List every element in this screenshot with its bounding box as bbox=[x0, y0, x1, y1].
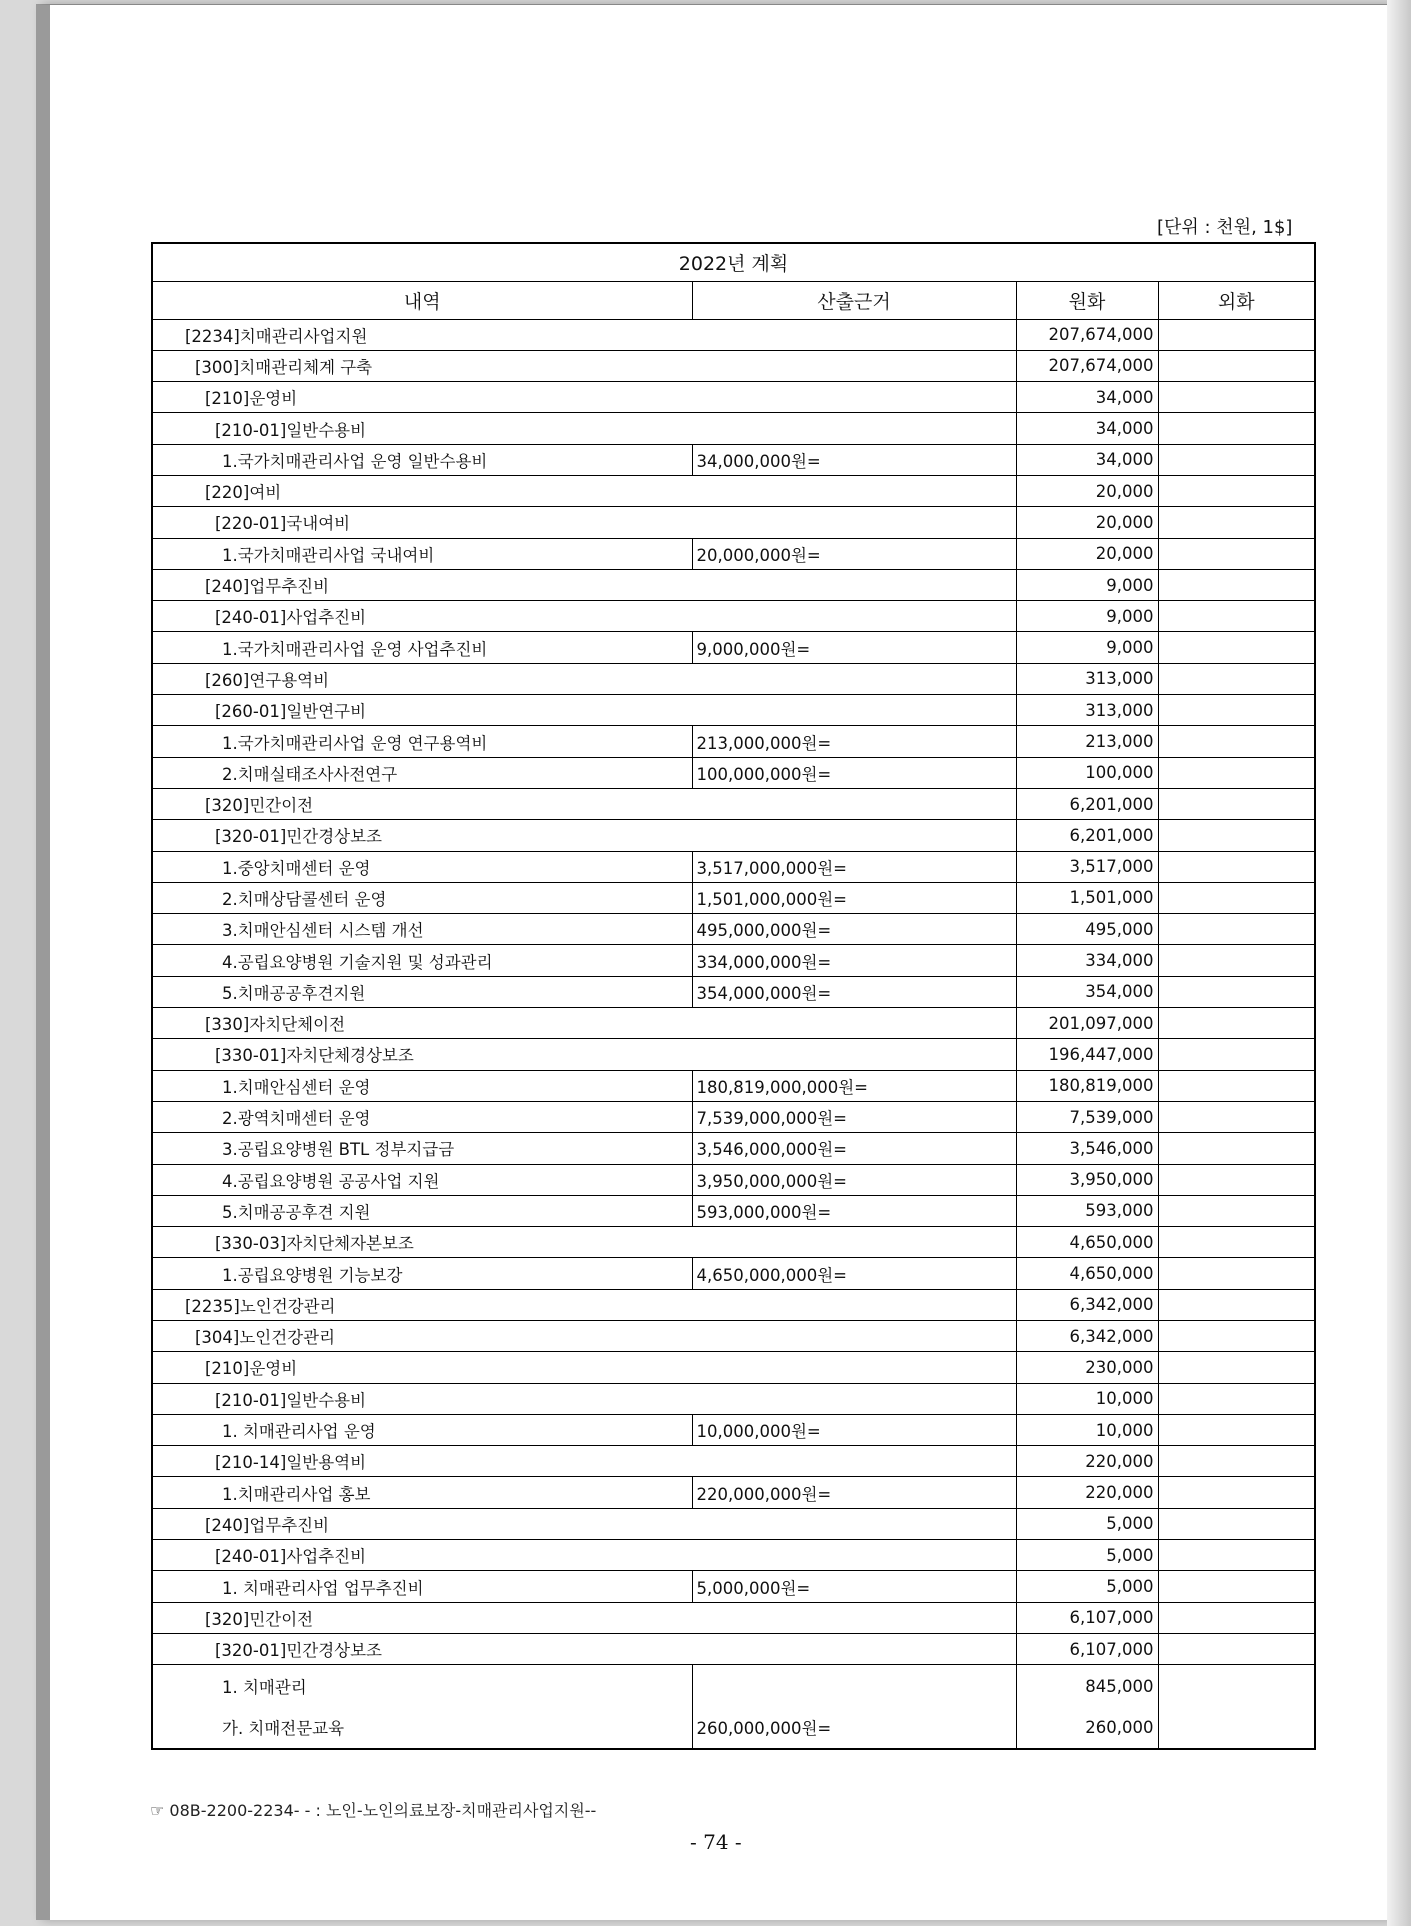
table-row bbox=[152, 1540, 1315, 1571]
table-body bbox=[152, 319, 1315, 1749]
table-row bbox=[152, 695, 1315, 726]
row-won-amount: 4,650,000 bbox=[1016, 1227, 1158, 1258]
table-row bbox=[152, 1707, 1315, 1749]
row-won-amount: 6,107,000 bbox=[1016, 1602, 1158, 1633]
row-description: [240-01]사업추진비 bbox=[152, 601, 1016, 632]
row-fx-amount bbox=[1158, 1707, 1315, 1749]
row-fx-amount bbox=[1158, 1383, 1315, 1414]
row-fx-amount bbox=[1158, 726, 1315, 757]
row-description: 1. 치매관리사업 운영 bbox=[152, 1414, 692, 1445]
row-fx-amount bbox=[1158, 507, 1315, 538]
plan-year-header: 2022년 계획 bbox=[152, 243, 1315, 281]
row-description: [220]여비 bbox=[152, 475, 1016, 506]
table-row bbox=[152, 382, 1315, 413]
row-won-amount: 334,000 bbox=[1016, 945, 1158, 976]
row-fx-amount bbox=[1158, 1070, 1315, 1101]
table-row bbox=[152, 914, 1315, 945]
row-description: 4.공립요양병원 공공사업 지원 bbox=[152, 1164, 692, 1195]
row-won-amount: 220,000 bbox=[1016, 1446, 1158, 1477]
table-row bbox=[152, 1164, 1315, 1195]
row-basis: 10,000,000원= bbox=[692, 1414, 1016, 1445]
row-won-amount: 201,097,000 bbox=[1016, 1008, 1158, 1039]
row-basis: 20,000,000원= bbox=[692, 538, 1016, 569]
row-fx-amount bbox=[1158, 1008, 1315, 1039]
unit-label: [단위 : 천원, 1$] bbox=[1157, 217, 1293, 238]
row-won-amount: 6,201,000 bbox=[1016, 788, 1158, 819]
row-description: [240-01]사업추진비 bbox=[152, 1540, 1016, 1571]
row-won-amount: 593,000 bbox=[1016, 1195, 1158, 1226]
row-basis: 3,517,000,000원= bbox=[692, 851, 1016, 882]
row-basis: 1,501,000,000원= bbox=[692, 882, 1016, 913]
column-header-won: 원화 bbox=[1016, 281, 1158, 319]
table-row bbox=[152, 1321, 1315, 1352]
table-row bbox=[152, 350, 1315, 381]
row-basis: 100,000,000원= bbox=[692, 757, 1016, 788]
table-row bbox=[152, 788, 1315, 819]
table-row bbox=[152, 569, 1315, 600]
row-description: [240]업무추진비 bbox=[152, 569, 1016, 600]
table-row bbox=[152, 1633, 1315, 1664]
row-fx-amount bbox=[1158, 1446, 1315, 1477]
row-fx-amount bbox=[1158, 851, 1315, 882]
row-fx-amount bbox=[1158, 319, 1315, 350]
footnote: ☞ 08B-2200-2234- - : 노인-노인의료보장-치매관리사업지원-- bbox=[150, 1801, 597, 1820]
row-fx-amount bbox=[1158, 914, 1315, 945]
row-won-amount: 6,342,000 bbox=[1016, 1289, 1158, 1320]
row-won-amount: 20,000 bbox=[1016, 507, 1158, 538]
row-fx-amount bbox=[1158, 1477, 1315, 1508]
row-description: [304]노인건강관리 bbox=[152, 1321, 1016, 1352]
table-row bbox=[152, 444, 1315, 475]
table-row bbox=[152, 1665, 1315, 1707]
table-row bbox=[152, 507, 1315, 538]
row-basis: 495,000,000원= bbox=[692, 914, 1016, 945]
row-fx-amount bbox=[1158, 444, 1315, 475]
row-fx-amount bbox=[1158, 538, 1315, 569]
row-fx-amount bbox=[1158, 1321, 1315, 1352]
row-description: [210]운영비 bbox=[152, 1352, 1016, 1383]
table-row bbox=[152, 319, 1315, 350]
row-fx-amount bbox=[1158, 757, 1315, 788]
row-won-amount: 10,000 bbox=[1016, 1414, 1158, 1445]
row-description: [260-01]일반연구비 bbox=[152, 695, 1016, 726]
row-basis: 220,000,000원= bbox=[692, 1477, 1016, 1508]
row-basis bbox=[692, 1665, 1016, 1707]
row-won-amount: 20,000 bbox=[1016, 475, 1158, 506]
row-fx-amount bbox=[1158, 695, 1315, 726]
table-row bbox=[152, 601, 1315, 632]
row-basis: 7,539,000,000원= bbox=[692, 1101, 1016, 1132]
row-description: 5.치매공공후견지원 bbox=[152, 976, 692, 1007]
row-fx-amount bbox=[1158, 1414, 1315, 1445]
row-won-amount: 34,000 bbox=[1016, 382, 1158, 413]
row-fx-amount bbox=[1158, 1352, 1315, 1383]
row-fx-amount bbox=[1158, 788, 1315, 819]
row-won-amount: 3,546,000 bbox=[1016, 1133, 1158, 1164]
row-won-amount: 220,000 bbox=[1016, 1477, 1158, 1508]
table-row bbox=[152, 851, 1315, 882]
row-fx-amount bbox=[1158, 1227, 1315, 1258]
row-fx-amount bbox=[1158, 1258, 1315, 1289]
row-basis: 260,000,000원= bbox=[692, 1707, 1016, 1749]
row-won-amount: 7,539,000 bbox=[1016, 1101, 1158, 1132]
row-fx-amount bbox=[1158, 1133, 1315, 1164]
row-description: 가. 치매전문교육 bbox=[152, 1707, 692, 1749]
row-won-amount: 5,000 bbox=[1016, 1540, 1158, 1571]
table-row bbox=[152, 1602, 1315, 1633]
row-basis: 593,000,000원= bbox=[692, 1195, 1016, 1226]
row-won-amount: 9,000 bbox=[1016, 569, 1158, 600]
row-description: [210-01]일반수용비 bbox=[152, 413, 1016, 444]
table-row bbox=[152, 475, 1315, 506]
table-row bbox=[152, 1508, 1315, 1539]
row-basis: 334,000,000원= bbox=[692, 945, 1016, 976]
table-row bbox=[152, 538, 1315, 569]
row-won-amount: 230,000 bbox=[1016, 1352, 1158, 1383]
table-row bbox=[152, 882, 1315, 913]
table-row bbox=[152, 1070, 1315, 1101]
row-won-amount: 34,000 bbox=[1016, 413, 1158, 444]
row-won-amount: 5,000 bbox=[1016, 1508, 1158, 1539]
row-won-amount: 313,000 bbox=[1016, 695, 1158, 726]
column-header-fx: 외화 bbox=[1158, 281, 1315, 319]
row-description: [320]민간이전 bbox=[152, 1602, 1016, 1633]
row-fx-amount bbox=[1158, 820, 1315, 851]
row-description: 1.국가치매관리사업 국내여비 bbox=[152, 538, 692, 569]
row-description: 3.치매안심센터 시스템 개선 bbox=[152, 914, 692, 945]
table-row bbox=[152, 820, 1315, 851]
row-fx-amount bbox=[1158, 976, 1315, 1007]
row-fx-amount bbox=[1158, 1633, 1315, 1664]
row-description: 1.중앙치매센터 운영 bbox=[152, 851, 692, 882]
row-won-amount: 495,000 bbox=[1016, 914, 1158, 945]
row-basis: 4,650,000,000원= bbox=[692, 1258, 1016, 1289]
table-row bbox=[152, 1571, 1315, 1602]
row-fx-amount bbox=[1158, 1665, 1315, 1707]
row-won-amount: 6,107,000 bbox=[1016, 1633, 1158, 1664]
row-fx-amount bbox=[1158, 1039, 1315, 1070]
row-won-amount: 845,000 bbox=[1016, 1665, 1158, 1707]
table-row bbox=[152, 1008, 1315, 1039]
row-description: [300]치매관리체계 구축 bbox=[152, 350, 1016, 381]
table-row bbox=[152, 1477, 1315, 1508]
row-basis: 180,819,000,000원= bbox=[692, 1070, 1016, 1101]
row-basis: 213,000,000원= bbox=[692, 726, 1016, 757]
table-row bbox=[152, 757, 1315, 788]
table-row bbox=[152, 413, 1315, 444]
row-won-amount: 100,000 bbox=[1016, 757, 1158, 788]
row-description: [320]민간이전 bbox=[152, 788, 1016, 819]
row-basis: 34,000,000원= bbox=[692, 444, 1016, 475]
row-description: [210-14]일반용역비 bbox=[152, 1446, 1016, 1477]
row-fx-amount bbox=[1158, 350, 1315, 381]
table-row bbox=[152, 1133, 1315, 1164]
row-description: 5.치매공공후견 지원 bbox=[152, 1195, 692, 1226]
row-description: [2234]치매관리사업지원 bbox=[152, 319, 1016, 350]
table-row bbox=[152, 632, 1315, 663]
row-won-amount: 4,650,000 bbox=[1016, 1258, 1158, 1289]
row-description: [320-01]민간경상보조 bbox=[152, 1633, 1016, 1664]
row-description: [210]운영비 bbox=[152, 382, 1016, 413]
row-won-amount: 260,000 bbox=[1016, 1707, 1158, 1749]
budget-table bbox=[151, 242, 1316, 1750]
row-won-amount: 196,447,000 bbox=[1016, 1039, 1158, 1070]
row-fx-amount bbox=[1158, 413, 1315, 444]
row-fx-amount bbox=[1158, 1101, 1315, 1132]
row-basis: 3,950,000,000원= bbox=[692, 1164, 1016, 1195]
row-fx-amount bbox=[1158, 569, 1315, 600]
row-basis: 5,000,000원= bbox=[692, 1571, 1016, 1602]
row-description: [320-01]민간경상보조 bbox=[152, 820, 1016, 851]
row-won-amount: 207,674,000 bbox=[1016, 350, 1158, 381]
row-won-amount: 313,000 bbox=[1016, 663, 1158, 694]
row-description: 1.치매관리사업 홍보 bbox=[152, 1477, 692, 1508]
row-fx-amount bbox=[1158, 601, 1315, 632]
table-row bbox=[152, 1289, 1315, 1320]
row-description: 2.치매상담콜센터 운영 bbox=[152, 882, 692, 913]
row-fx-amount bbox=[1158, 663, 1315, 694]
row-fx-amount bbox=[1158, 475, 1315, 506]
column-header-desc: 내역 bbox=[152, 281, 692, 319]
table-row bbox=[152, 1101, 1315, 1132]
table-row bbox=[152, 726, 1315, 757]
row-fx-amount bbox=[1158, 1508, 1315, 1539]
row-description: 1.공립요양병원 기능보강 bbox=[152, 1258, 692, 1289]
row-fx-amount bbox=[1158, 1164, 1315, 1195]
row-won-amount: 354,000 bbox=[1016, 976, 1158, 1007]
row-won-amount: 3,950,000 bbox=[1016, 1164, 1158, 1195]
table-row bbox=[152, 1446, 1315, 1477]
row-description: 1.국가치매관리사업 운영 일반수용비 bbox=[152, 444, 692, 475]
row-description: 1. 치매관리 bbox=[152, 1665, 692, 1707]
row-description: 1.국가치매관리사업 운영 사업추진비 bbox=[152, 632, 692, 663]
row-won-amount: 20,000 bbox=[1016, 538, 1158, 569]
page-edge-shadow bbox=[1387, 0, 1411, 1926]
row-won-amount: 9,000 bbox=[1016, 601, 1158, 632]
row-won-amount: 180,819,000 bbox=[1016, 1070, 1158, 1101]
row-won-amount: 1,501,000 bbox=[1016, 882, 1158, 913]
row-description: [210-01]일반수용비 bbox=[152, 1383, 1016, 1414]
row-description: [330]자치단체이전 bbox=[152, 1008, 1016, 1039]
table-row bbox=[152, 945, 1315, 976]
table-row bbox=[152, 1258, 1315, 1289]
table-row bbox=[152, 1352, 1315, 1383]
row-description: 3.공립요양병원 BTL 정부지급금 bbox=[152, 1133, 692, 1164]
row-basis: 354,000,000원= bbox=[692, 976, 1016, 1007]
row-won-amount: 207,674,000 bbox=[1016, 319, 1158, 350]
row-description: [240]업무추진비 bbox=[152, 1508, 1016, 1539]
row-won-amount: 34,000 bbox=[1016, 444, 1158, 475]
row-description: [330-03]자치단체자본보조 bbox=[152, 1227, 1016, 1258]
row-won-amount: 213,000 bbox=[1016, 726, 1158, 757]
row-won-amount: 6,342,000 bbox=[1016, 1321, 1158, 1352]
row-basis: 3,546,000,000원= bbox=[692, 1133, 1016, 1164]
table-row bbox=[152, 1039, 1315, 1070]
row-fx-amount bbox=[1158, 1540, 1315, 1571]
row-fx-amount bbox=[1158, 1195, 1315, 1226]
row-won-amount: 6,201,000 bbox=[1016, 820, 1158, 851]
table-row bbox=[152, 1227, 1315, 1258]
row-fx-amount bbox=[1158, 945, 1315, 976]
row-won-amount: 5,000 bbox=[1016, 1571, 1158, 1602]
row-description: [330-01]자치단체경상보조 bbox=[152, 1039, 1016, 1070]
row-fx-amount bbox=[1158, 1571, 1315, 1602]
table-row bbox=[152, 1383, 1315, 1414]
row-won-amount: 10,000 bbox=[1016, 1383, 1158, 1414]
table-row bbox=[152, 663, 1315, 694]
table-row bbox=[152, 1414, 1315, 1445]
row-fx-amount bbox=[1158, 1289, 1315, 1320]
page-number: - 74 - bbox=[690, 1830, 742, 1854]
row-basis: 9,000,000원= bbox=[692, 632, 1016, 663]
row-won-amount: 9,000 bbox=[1016, 632, 1158, 663]
row-won-amount: 3,517,000 bbox=[1016, 851, 1158, 882]
row-description: 1. 치매관리사업 업무추진비 bbox=[152, 1571, 692, 1602]
row-fx-amount bbox=[1158, 632, 1315, 663]
row-fx-amount bbox=[1158, 1602, 1315, 1633]
column-header-basis: 산출근거 bbox=[692, 281, 1016, 319]
table-row bbox=[152, 976, 1315, 1007]
row-description: 2.광역치매센터 운영 bbox=[152, 1101, 692, 1132]
row-description: 2.치매실태조사사전연구 bbox=[152, 757, 692, 788]
row-description: [2235]노인건강관리 bbox=[152, 1289, 1016, 1320]
row-description: 4.공립요양병원 기술지원 및 성과관리 bbox=[152, 945, 692, 976]
row-description: [260]연구용역비 bbox=[152, 663, 1016, 694]
row-fx-amount bbox=[1158, 882, 1315, 913]
row-description: [220-01]국내여비 bbox=[152, 507, 1016, 538]
row-fx-amount bbox=[1158, 382, 1315, 413]
row-description: 1.치매안심센터 운영 bbox=[152, 1070, 692, 1101]
table-row bbox=[152, 1195, 1315, 1226]
row-description: 1.국가치매관리사업 운영 연구용역비 bbox=[152, 726, 692, 757]
